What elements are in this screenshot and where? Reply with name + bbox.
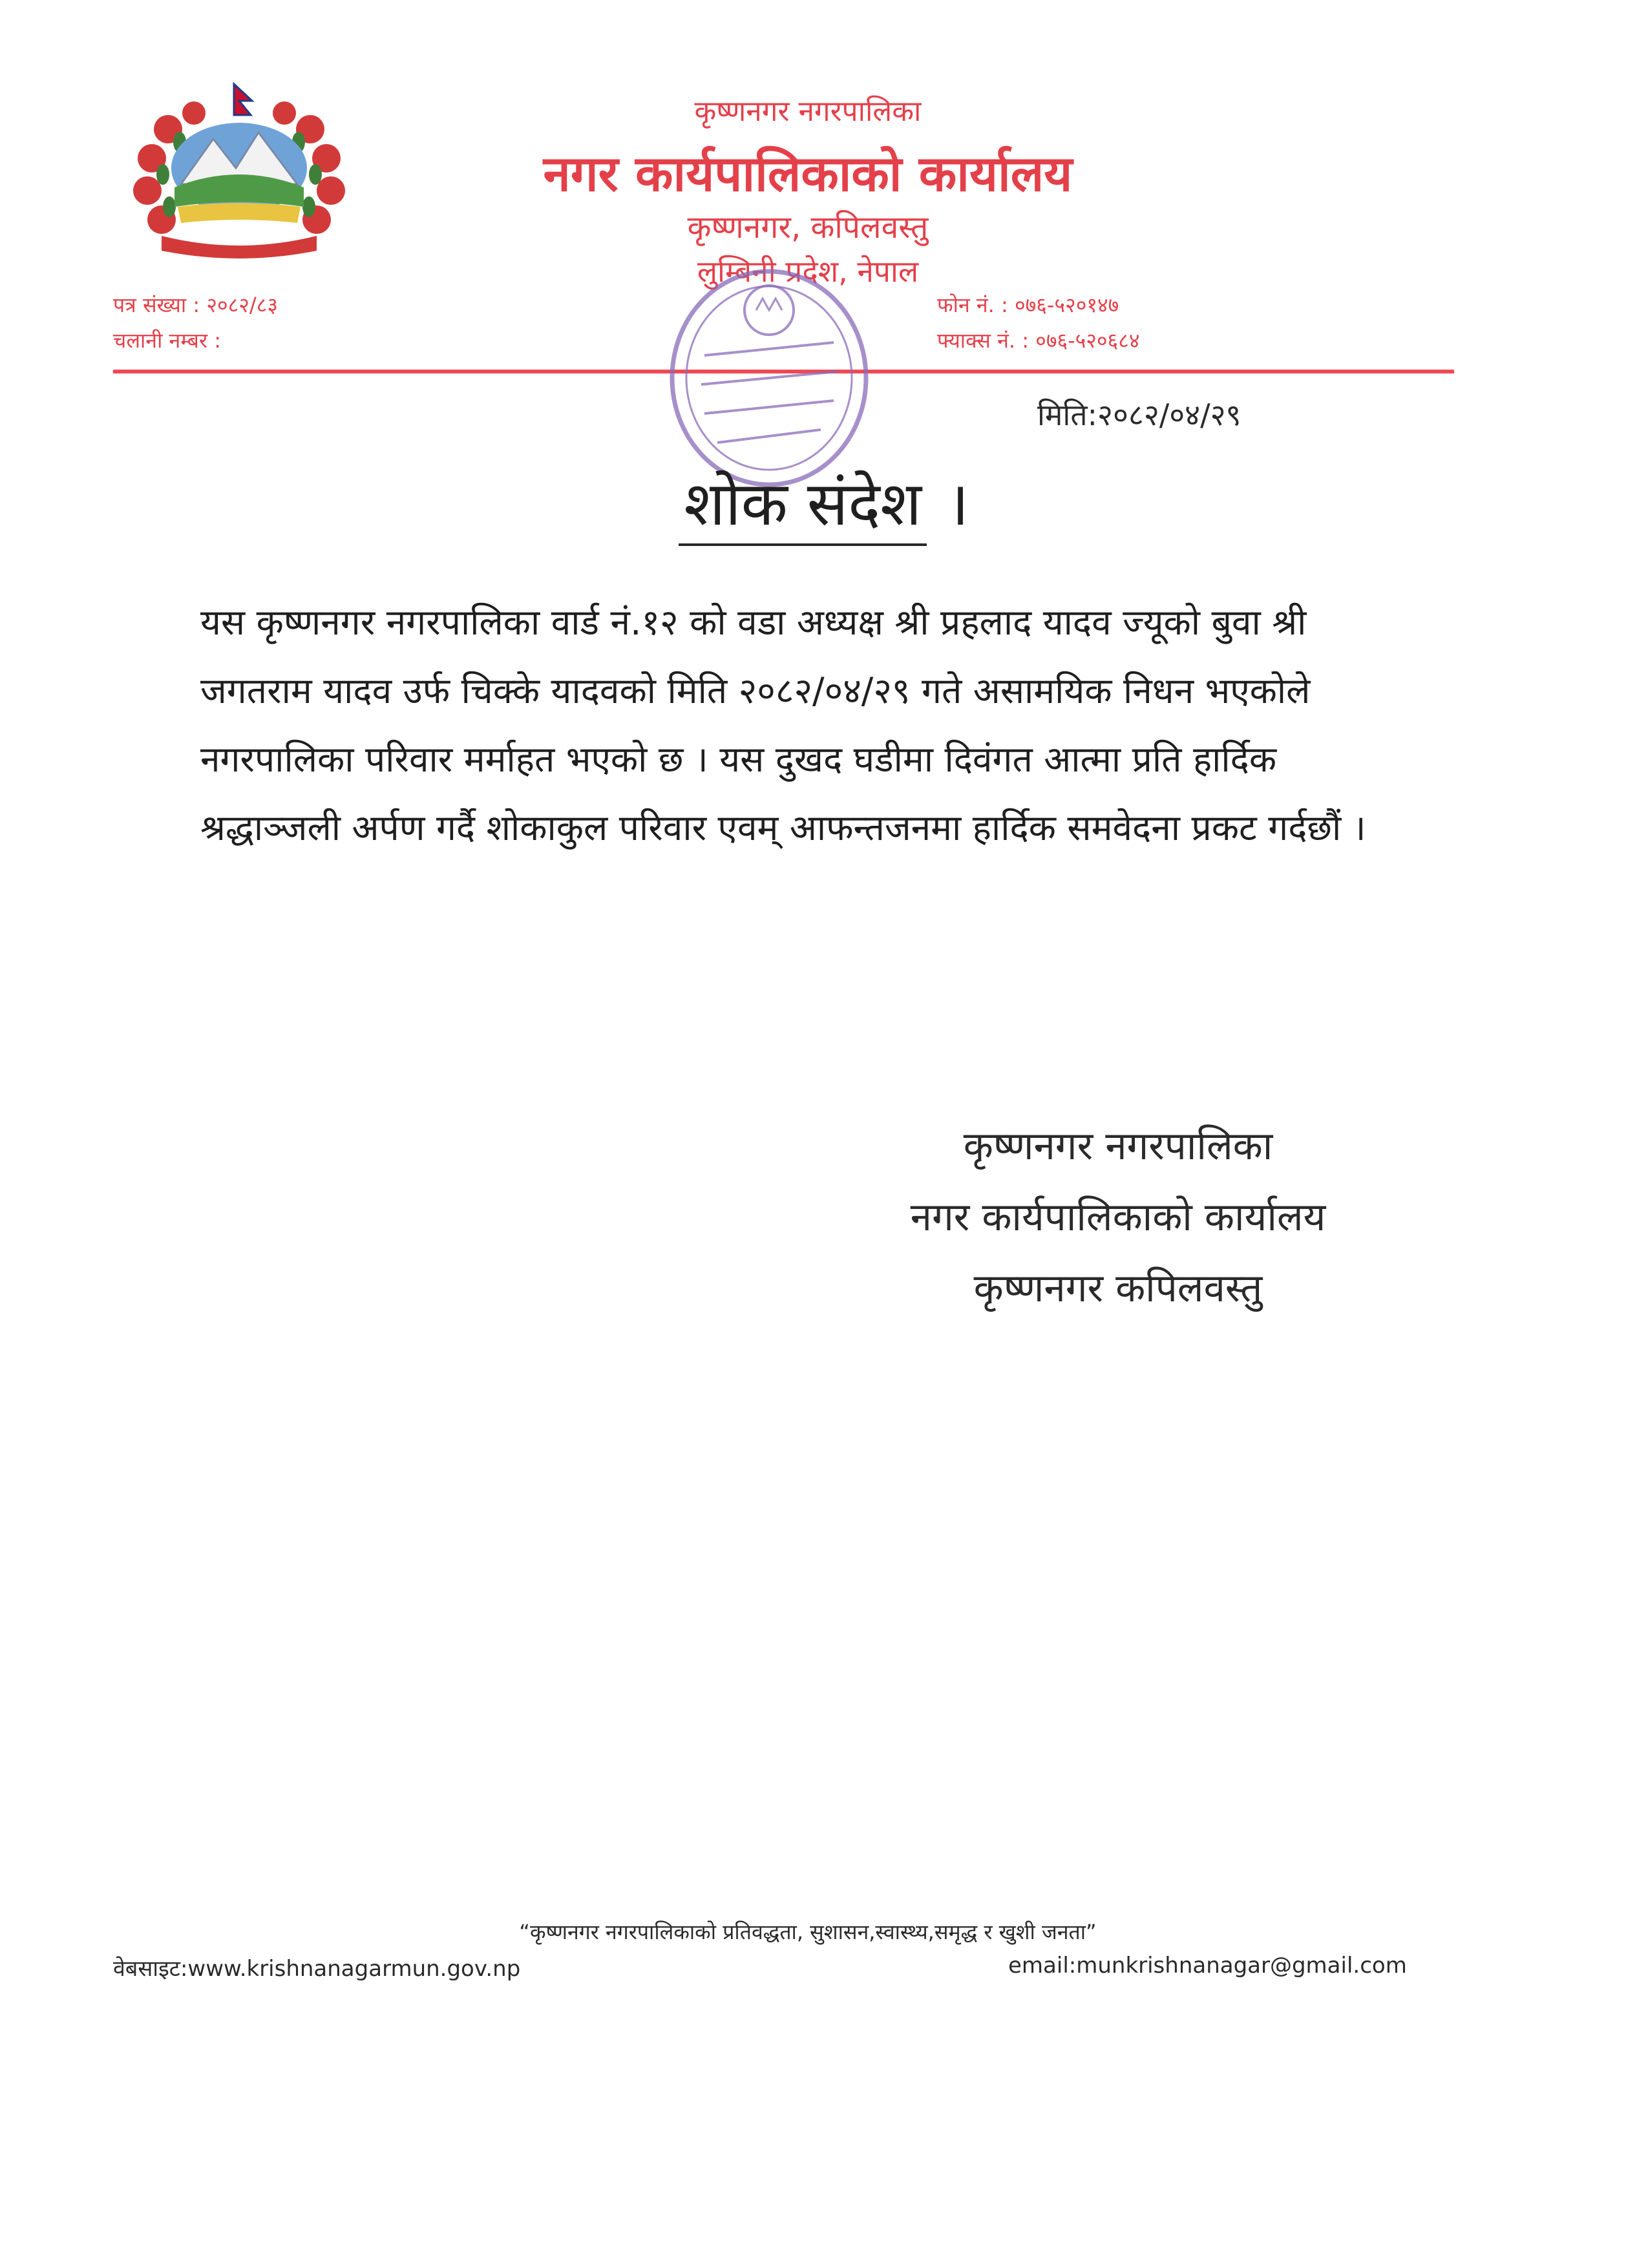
office-seal-stamp-icon [659, 258, 879, 491]
phone-number: फोन नं. : ०७६-५२०१४७ [937, 293, 1119, 317]
signature-line-3: कृष्णनगर कपिलवस्तु [973, 1266, 1263, 1311]
subject-title: शोक संदेश [679, 469, 927, 546]
fax-number: फ्याक्स नं. : ०७६-५२०६८४ [937, 328, 1140, 353]
subject-danda: । [945, 469, 969, 540]
letterhead-office: नगर कार्यपालिकाको कार्यालय [543, 145, 1073, 202]
footer-slogan: “कृष्णनगर नगरपालिकाको प्रतिवद्धता, सुशासन,स्वास्थ्य,समृद्ध र खुशी जनता” [519, 1920, 1097, 1944]
nepal-coat-of-arms-icon [123, 78, 355, 265]
letterhead-province: लुम्बिनी प्रदेश, नेपाल [697, 254, 919, 289]
letterhead-city: कृष्णनगर, कपिलवस्तु [687, 209, 929, 246]
letter-number: पत्र संख्या : २०८२/८३ [113, 293, 278, 317]
footer-email[interactable]: email:munkrishnanagar@gmail.com [1008, 1953, 1407, 1979]
dispatch-number: चलानी नम्बर : [113, 328, 221, 353]
condolence-body: यस कृष्णनगर नगरपालिका वार्ड नं.१२ को वडा अध्यक्ष श्री प्रहलाद यादव ज्यूको बुवा श्री जगतराम यादव उर्फ चिक्के यादवको मिति २०८२/०४/२९ गते असामयिक निधन भएकोले नगरपालिका परिवार मर्माहत भएको छ । यस दुखद घडीमा दिवंगत आत्मा प्रति हार्दिक श्रद्धाञ्जली अर्पण गर्दै शोकाकुल परिवार एवम् आफन्तजनमा हार्दिक समवेदना प्रकट गर्दछौं । [200, 602, 1366, 848]
signature-line-2: नगर कार्यपालिकाको कार्यालय [910, 1195, 1326, 1240]
letterhead-municipality: कृष्णनगर नगरपालिका [694, 95, 922, 128]
signature-line-1: कृष्णनगर नगरपालिका [963, 1124, 1273, 1169]
footer-website[interactable]: वेबसाइट:www.krishnanagarmun.gov.np [113, 1956, 521, 1982]
letter-date: मिति:२०८२/०४/२९ [1037, 397, 1241, 432]
subject-heading [452, 460, 1196, 543]
